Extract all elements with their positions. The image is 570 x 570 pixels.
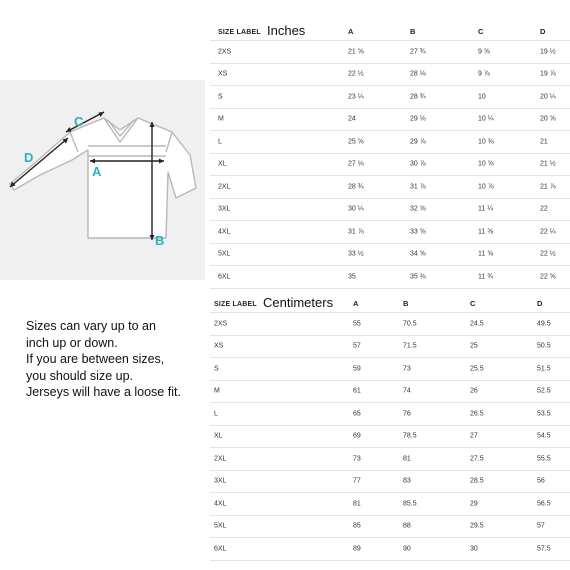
measurement-cell: 21 ⅞	[540, 183, 556, 191]
size-label-header: SIZE LABEL	[214, 301, 257, 308]
table-row	[210, 492, 570, 515]
measurement-cell: 10	[478, 93, 486, 101]
measurement-cell: 90	[403, 545, 411, 553]
measurement-cell: 11 ¾	[478, 273, 494, 281]
measurement-cell: 69	[353, 432, 361, 440]
measurement-cell: 77	[353, 477, 361, 485]
centimeters-size-table	[210, 290, 570, 561]
measurement-cell: 11 ¼	[478, 205, 494, 213]
measurement-cell: 30	[470, 545, 478, 553]
measurement-cell: 22 ½	[348, 70, 364, 78]
measurement-cell: 57.5	[537, 545, 551, 553]
column-header: B	[403, 299, 409, 308]
table-header	[210, 290, 570, 312]
measurement-cell: 61	[353, 387, 361, 395]
measurement-cell: 21 ½	[540, 160, 556, 168]
measurement-cell: 22 ½	[540, 250, 556, 258]
table-row	[210, 312, 570, 335]
measurement-cell: 55	[353, 320, 361, 328]
measurement-cell: 29 ⅞	[410, 138, 426, 146]
size-cell: M	[218, 115, 224, 123]
column-header: D	[540, 27, 546, 36]
label-d: D	[24, 150, 34, 165]
measurement-cell: 54.5	[537, 432, 551, 440]
size-label-header: SIZE LABEL	[218, 29, 261, 36]
measurement-cell: 85.5	[403, 500, 417, 508]
inches-size-table	[210, 18, 570, 289]
measurement-cell: 85	[353, 522, 361, 530]
measurement-cell: 22 ⅝	[540, 273, 556, 281]
table-row	[210, 175, 570, 198]
table-row	[210, 153, 570, 176]
measurement-cell: 24	[348, 115, 356, 123]
measurement-cell: 52.5	[537, 387, 551, 395]
measurement-cell: 88	[403, 522, 411, 530]
table-row	[210, 402, 570, 425]
measurement-cell: 31 ⅞	[348, 228, 364, 236]
size-cell: 4XL	[214, 500, 227, 508]
measurement-cell: 10 ¼	[478, 115, 494, 123]
measurement-cell: 22 ¼	[540, 228, 556, 236]
table-row	[210, 447, 570, 470]
measurement-cell: 11 ⅜	[478, 228, 494, 236]
measurement-cell: 27	[470, 432, 478, 440]
size-cell: 6XL	[214, 545, 227, 553]
note-line: Jerseys will have a loose fit.	[26, 385, 181, 399]
measurement-cell: 51.5	[537, 365, 551, 373]
measurement-cell: 56	[537, 477, 545, 485]
measurement-cell: 31 ⅞	[410, 183, 426, 191]
measurement-cell: 81	[353, 500, 361, 508]
size-cell: 2XS	[218, 48, 232, 56]
unit-title: Centimeters	[263, 295, 334, 310]
measurement-cell: 57	[537, 522, 545, 530]
label-b: B	[155, 233, 165, 248]
table-row	[210, 537, 570, 561]
column-header: C	[470, 299, 476, 308]
measurement-cell: 28 ¾	[348, 183, 364, 191]
measurement-cell: 11 ⅝	[478, 250, 494, 258]
table-row	[210, 85, 570, 108]
measurement-cell: 89	[353, 545, 361, 553]
measurement-cell: 74	[403, 387, 411, 395]
size-cell: M	[214, 387, 220, 395]
measurement-cell: 50.5	[537, 342, 551, 350]
measurement-cell: 10 ⅝	[478, 160, 494, 168]
size-cell: 2XL	[218, 183, 231, 191]
table-row	[210, 108, 570, 131]
measurement-cell: 9 ⅞	[478, 70, 490, 78]
table-header	[210, 18, 570, 40]
note-line: If you are between sizes,	[26, 352, 165, 366]
size-cell: L	[218, 138, 222, 146]
measurement-cell: 25	[470, 342, 478, 350]
measurement-cell: 73	[353, 455, 361, 463]
measurement-cell: 10 ⅜	[478, 138, 494, 146]
measurement-cell: 29	[470, 500, 478, 508]
measurement-cell: 28.5	[470, 477, 484, 485]
measurement-cell: 27.5	[470, 455, 484, 463]
measurement-cell: 25.5	[470, 365, 484, 373]
note-line: you should size up.	[26, 368, 134, 383]
measurement-cell: 73	[403, 365, 411, 373]
measurement-cell: 24.5	[470, 320, 484, 328]
size-cell: 4XL	[218, 228, 231, 236]
measurement-cell: 22	[540, 205, 548, 213]
measurement-cell: 59	[353, 365, 361, 373]
measurement-cell: 28 ¾	[410, 93, 426, 101]
measurement-cell: 33 ⅝	[410, 228, 426, 236]
size-cell: 2XL	[214, 455, 227, 463]
size-cell: L	[214, 410, 218, 418]
measurement-cell: 81	[403, 455, 411, 463]
measurement-cell: 26	[470, 387, 478, 395]
measurement-cell: 21	[540, 138, 548, 146]
label-c: C	[74, 114, 84, 129]
measurement-cell: 76	[403, 410, 411, 418]
size-cell: XL	[214, 432, 223, 440]
size-cell: S	[218, 93, 223, 101]
measurement-cell: 35 ⅜	[410, 273, 426, 281]
table-row	[210, 470, 570, 493]
jersey-illustration	[0, 80, 205, 280]
table-row	[210, 357, 570, 380]
measurement-cell: 57	[353, 342, 361, 350]
table-row	[210, 425, 570, 448]
measurement-cell: 28 ⅛	[410, 70, 426, 78]
measurement-cell: 55.5	[537, 455, 551, 463]
measurement-cell: 10 ⅞	[478, 183, 494, 191]
size-cell: 5XL	[218, 250, 231, 258]
jersey-diagram	[0, 80, 205, 280]
column-header: A	[348, 27, 354, 36]
table-row	[210, 40, 570, 63]
measurement-cell: 21 ⅝	[348, 48, 364, 56]
measurement-cell: 23 ¼	[348, 93, 364, 101]
sizing-note	[26, 318, 211, 401]
column-header: C	[478, 27, 484, 36]
table-row	[210, 63, 570, 86]
note-line: inch up or down.	[26, 335, 118, 350]
size-cell: 3XL	[218, 205, 231, 213]
column-header: A	[353, 299, 359, 308]
table-row	[210, 515, 570, 538]
measurement-cell: 65	[353, 410, 361, 418]
measurement-cell: 56.5	[537, 500, 551, 508]
measurement-cell: 35	[348, 273, 356, 281]
size-cell: XL	[218, 160, 227, 168]
measurement-cell: 20 ¼	[540, 93, 556, 101]
measurement-cell: 49.5	[537, 320, 551, 328]
column-header: D	[537, 299, 543, 308]
table-row	[210, 198, 570, 221]
measurement-cell: 53.5	[537, 410, 551, 418]
measurement-cell: 20 ⅝	[540, 115, 556, 123]
table-row	[210, 265, 570, 289]
measurement-cell: 32 ⅝	[410, 205, 426, 213]
table-row	[210, 220, 570, 243]
column-header: B	[410, 27, 416, 36]
measurement-cell: 33 ½	[348, 250, 364, 258]
size-cell: S	[214, 365, 219, 373]
note-line: Sizes can vary up to an	[26, 319, 156, 333]
measurement-cell: 30 ¼	[348, 205, 364, 213]
size-cell: XS	[218, 70, 228, 78]
measurement-cell: 71.5	[403, 342, 417, 350]
measurement-cell: 26.5	[470, 410, 484, 418]
measurement-cell: 27 ¾	[410, 48, 426, 56]
label-a: A	[92, 164, 102, 179]
size-cell: XS	[214, 342, 224, 350]
measurement-cell: 29.5	[470, 522, 484, 530]
measurement-cell: 25 ⅝	[348, 138, 364, 146]
size-cell: 3XL	[214, 477, 227, 485]
table-row	[210, 130, 570, 153]
size-cell: 6XL	[218, 273, 231, 281]
measurement-cell: 29 ⅛	[410, 115, 426, 123]
measurement-cell: 83	[403, 477, 411, 485]
measurement-cell: 19 ½	[540, 48, 556, 56]
size-cell: 2XS	[214, 320, 228, 328]
measurement-cell: 78.5	[403, 432, 417, 440]
table-row	[210, 335, 570, 358]
measurement-cell: 27 ⅛	[348, 160, 364, 168]
measurement-cell: 30 ⅞	[410, 160, 426, 168]
measurement-cell: 9 ⅝	[478, 48, 490, 56]
table-row	[210, 243, 570, 266]
table-row	[210, 380, 570, 403]
unit-title: Inches	[267, 23, 306, 38]
measurement-cell: 19 ⅞	[540, 70, 556, 78]
measurement-cell: 34 ⅝	[410, 250, 426, 258]
size-cell: 5XL	[214, 522, 227, 530]
measurement-cell: 70.5	[403, 320, 417, 328]
